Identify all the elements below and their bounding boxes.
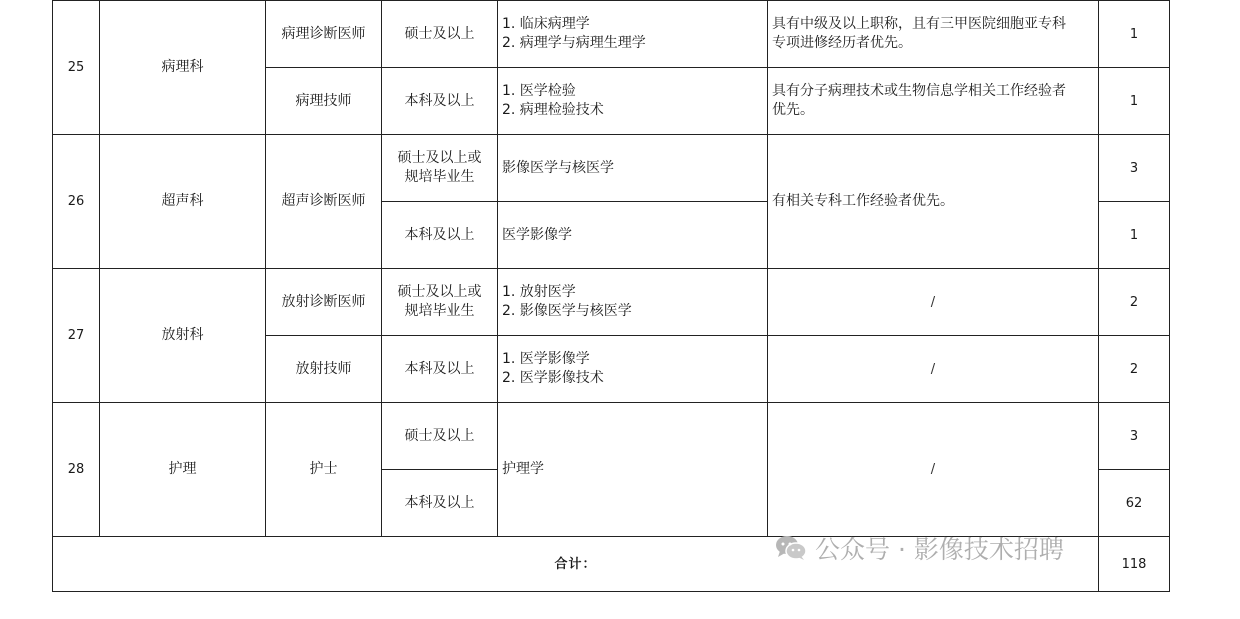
major-line: 1. 医学检验 xyxy=(502,83,576,99)
watermark-text: 公众号 · 影像技术招聘 xyxy=(815,535,1064,564)
post-cell: 超声诊断医师 xyxy=(266,135,382,269)
major-cell xyxy=(498,68,768,135)
department-cell: 超声科 xyxy=(100,135,266,269)
major-line: 1. 放射医学 xyxy=(502,284,576,300)
post-cell: 放射诊断医师 xyxy=(266,269,382,336)
major-line: 2. 病理学与病理生理学 xyxy=(502,35,646,51)
post-cell: 护士 xyxy=(266,403,382,537)
row-number: 25 xyxy=(53,1,100,135)
watermark xyxy=(775,533,1064,563)
table-row xyxy=(53,403,1170,470)
education-cell: 本科及以上 xyxy=(382,68,498,135)
table-row xyxy=(53,269,1170,336)
row-number: 26 xyxy=(53,135,100,269)
table-row xyxy=(53,135,1170,202)
requirement-line: 具有中级及以上职称，且有三甲医院细胞亚专科 xyxy=(772,16,1066,32)
requirement-cell xyxy=(768,1,1099,68)
requirement-line: 具有分子病理技术或生物信息学相关工作经验者 xyxy=(772,83,1066,99)
major-line: 2. 病理检验技术 xyxy=(502,102,604,118)
row-number: 27 xyxy=(53,269,100,403)
major-cell xyxy=(498,269,768,336)
requirement-cell: / xyxy=(768,403,1099,537)
department-cell: 放射科 xyxy=(100,269,266,403)
major-line: 2. 医学影像技术 xyxy=(502,370,604,386)
table-row xyxy=(53,1,1170,68)
requirement-cell: / xyxy=(768,336,1099,403)
requirement-line: 专项进修经历者优先。 xyxy=(772,35,912,51)
count-cell: 2 xyxy=(1099,269,1170,336)
count-cell: 62 xyxy=(1099,470,1170,537)
count-cell: 2 xyxy=(1099,336,1170,403)
requirement-cell: / xyxy=(768,269,1099,336)
major-line: 1. 医学影像学 xyxy=(502,351,590,367)
wechat-icon xyxy=(775,535,807,561)
major-cell: 影像医学与核医学 xyxy=(498,135,768,202)
major-cell: 护理学 xyxy=(498,403,768,537)
education-cell: 本科及以上 xyxy=(382,336,498,403)
department-cell: 护理 xyxy=(100,403,266,537)
major-cell: 医学影像学 xyxy=(498,202,768,269)
education-cell: 硕士及以上 xyxy=(382,403,498,470)
education-cell xyxy=(382,135,498,202)
education-line: 硕士及以上或 xyxy=(397,150,482,166)
row-number: 28 xyxy=(53,403,100,537)
major-cell xyxy=(498,336,768,403)
count-cell: 1 xyxy=(1099,202,1170,269)
post-cell: 病理诊断医师 xyxy=(266,1,382,68)
education-line: 规培毕业生 xyxy=(404,303,475,319)
requirement-cell xyxy=(768,68,1099,135)
total-label: 合计： xyxy=(53,537,1099,592)
major-line: 2. 影像医学与核医学 xyxy=(502,303,632,319)
count-cell: 1 xyxy=(1099,1,1170,68)
recruitment-table xyxy=(52,0,1170,592)
major-cell xyxy=(498,1,768,68)
post-cell: 放射技师 xyxy=(266,336,382,403)
count-cell: 1 xyxy=(1099,68,1170,135)
count-cell: 3 xyxy=(1099,403,1170,470)
count-cell: 3 xyxy=(1099,135,1170,202)
total-count: 118 xyxy=(1099,537,1170,592)
education-cell: 本科及以上 xyxy=(382,470,498,537)
education-line: 硕士及以上或 xyxy=(397,284,482,300)
department-cell: 病理科 xyxy=(100,1,266,135)
post-cell: 病理技师 xyxy=(266,68,382,135)
requirement-cell: 有相关专科工作经验者优先。 xyxy=(768,135,1099,269)
education-cell: 本科及以上 xyxy=(382,202,498,269)
education-cell xyxy=(382,269,498,336)
requirement-line: 优先。 xyxy=(772,102,814,118)
education-line: 规培毕业生 xyxy=(404,169,475,185)
major-line: 1. 临床病理学 xyxy=(502,16,590,32)
education-cell: 硕士及以上 xyxy=(382,1,498,68)
